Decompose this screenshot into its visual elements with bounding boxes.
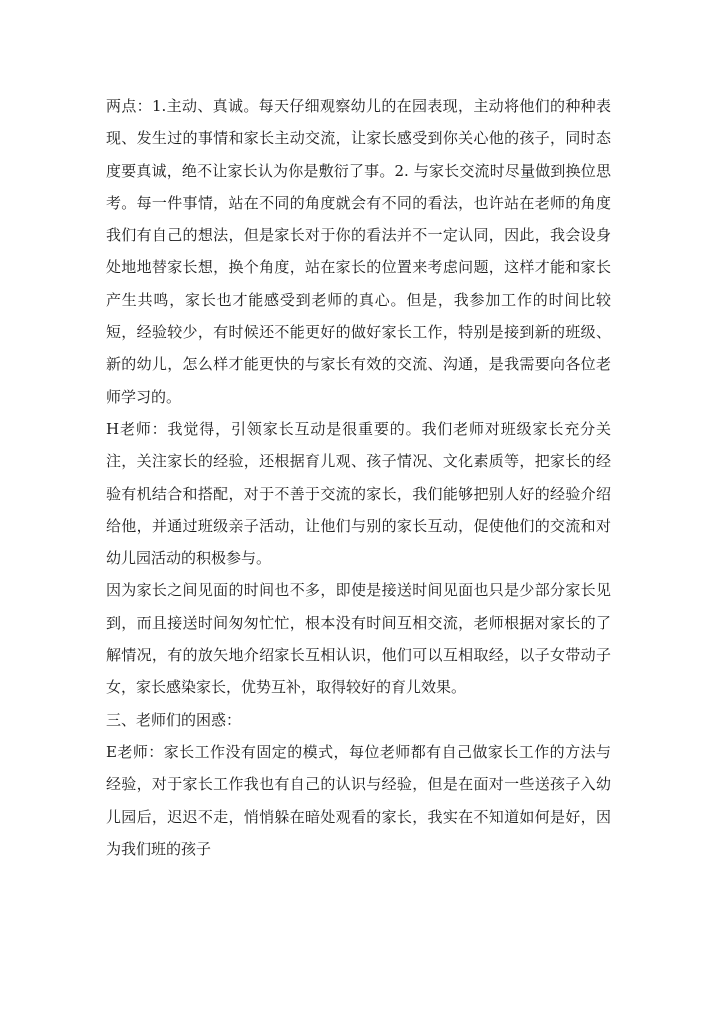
paragraph-parent-interaction: 因为家长之间见面的时间也不多，即使是接送时间见面也只是少部分家长见到，而且接送时间匆匆忙忙，根本没有时间互相交流，老师根据对家长的了解情况，有的放矢地介绍家长互相认识，他们可以互相取经，以子女带动子女，家长感染家长，优势互补，取得较好的育儿效果。 — [106, 581, 611, 697]
document-body — [106, 90, 611, 865]
paragraph-communication-tips: 两点：1.主动、真诚。每天仔细观察幼儿的在园表现，主动将他们的种种表现、发生过的事情和家长主动交流，让家长感受到你关心他的孩子，同时态度要真诚，绝不让家长认为你是敷衍了事。2. 与家长交流时尽量做到换位思考。每一件事情，站在不同的角度就会有不同的看法，也许站在老师的角度我们有自己的想法，但是家长对于你的看法并不一定认同，因此，我会设身处地地替家长想，换个角度，站在家长的位置来考虑问题，这样才能和家长产生共鸣，家长也才能感受到老师的真心。但是，我参加工作的时间比较短，经验较少，有时候还不能更好的做好家长工作，特别是接到新的班级、新的幼儿，怎么样才能更快的与家长有效的交流、沟通，是我需要向各位老师学习的。 — [106, 97, 611, 406]
paragraph-teacher-e: E老师：家长工作没有固定的模式，每位老师都有自己做家长工作的方法与经验，对于家长工作我也有自己的认识与经验，但是在面对一些送孩子入幼儿园后，迟迟不走，悄悄躲在暗处观看的家长，我实在不知道如何是好，因为我们班的孩子 — [106, 742, 611, 858]
section-heading-teachers-confusion: 三、老师们的困惑： — [106, 710, 242, 729]
paragraph-teacher-h: H老师：我觉得，引领家长互动是很重要的。我们老师对班级家长充分关注，关注家长的经验，还根据育儿观、孩子情况、文化素质等，把家长的经验有机结合和搭配，对于不善于交流的家长，我们能够把别人好的经验介绍给他，并通过班级亲子活动，让他们与别的家长互动，促使他们的交流和对幼儿园活动的积极参与。 — [106, 419, 611, 568]
